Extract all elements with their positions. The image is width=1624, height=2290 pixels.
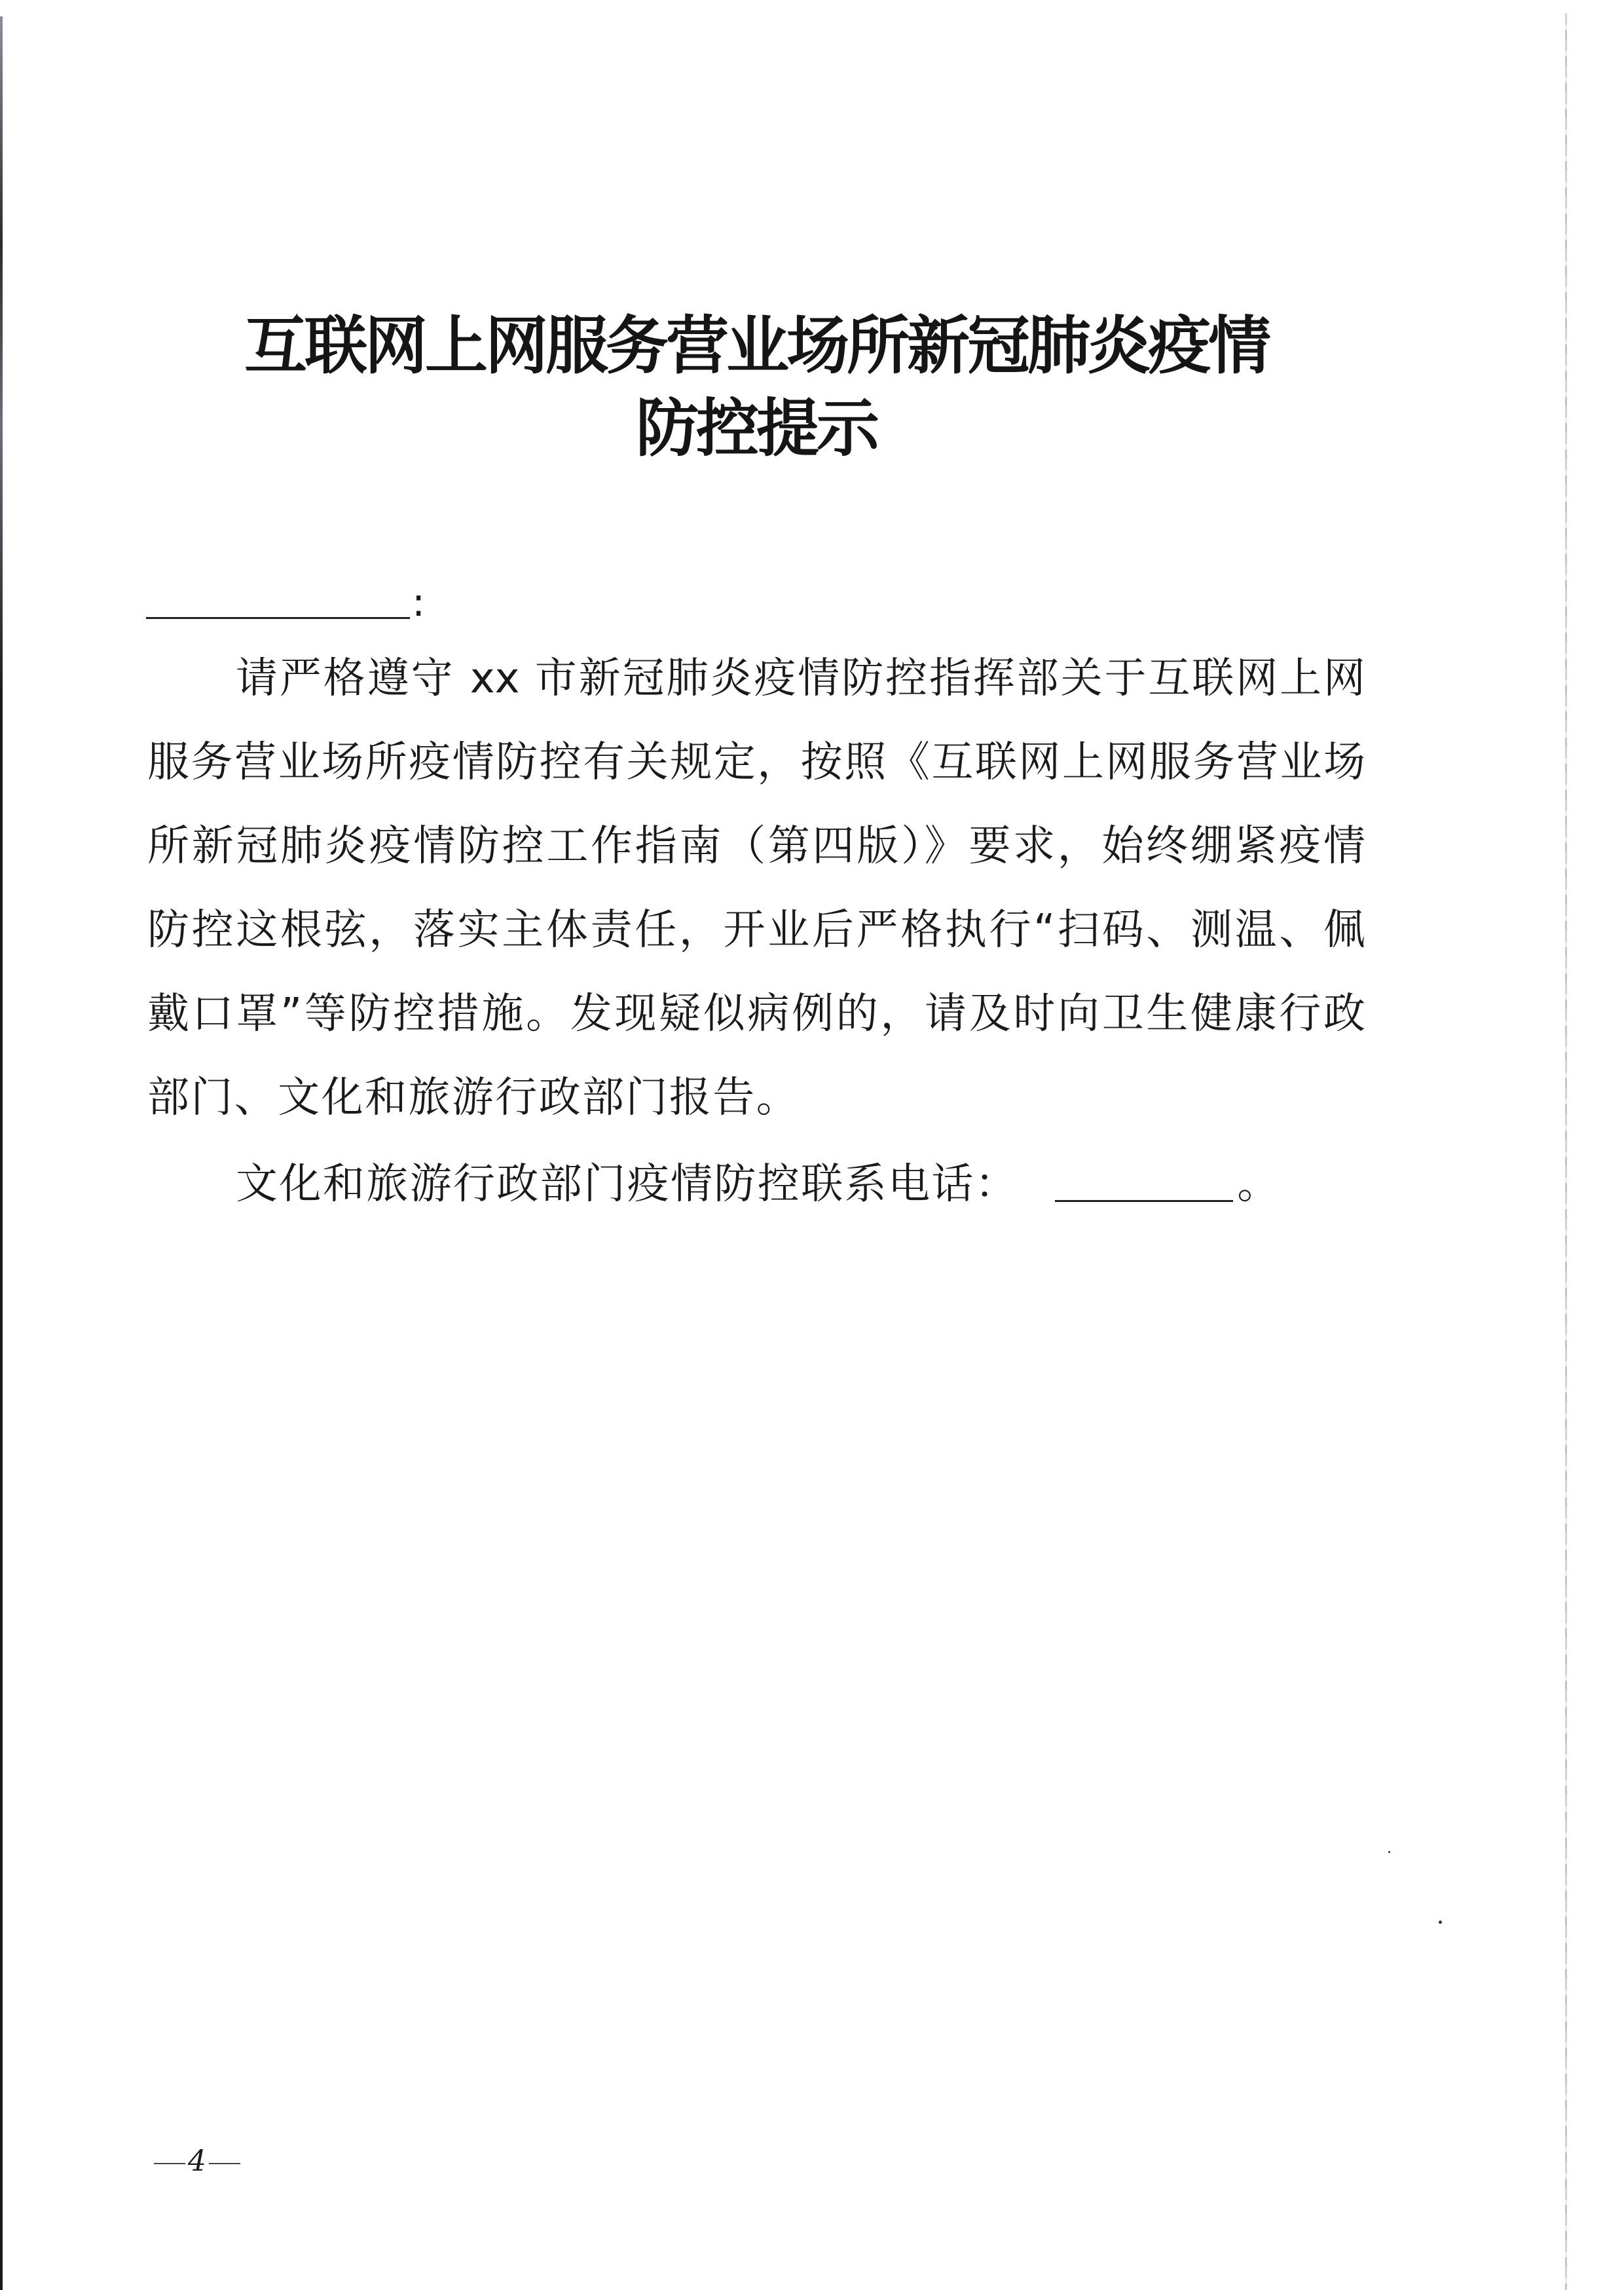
scan-speck [1439,1921,1442,1924]
recipient-blank-line [146,617,410,619]
document-title-line-2: 防控提示 [636,391,877,465]
paragraph-line-6: 部门、文化和旅游行政部门报告。 [147,1074,800,1122]
contact-phone-line [236,1158,1281,1211]
scan-edge-right [1565,13,1567,2290]
page-number [154,2142,240,2181]
page-number-value: 4 [188,2145,206,2178]
paragraph-line-1: 请严格遵守 xx 市新冠肺炎疫情防控指挥部关于互联网上网 [236,654,1365,703]
page-number-dash-right [209,2163,240,2164]
paragraph-line-2: 服务营业场所疫情防控有关规定，按照《互联网上网服务营业场 [147,738,1365,787]
paragraph-line-3: 所新冠肺炎疫情防控工作指南（第四版）》要求，始终绷紧疫情 [147,822,1365,871]
document-title-line-1: 互联网上网服务营业场所新冠肺炎疫情 [244,309,1268,383]
paragraph-line-4: 防控这根弦，落实主体责任，开业后严格执行“扫码、测温、佩 [147,906,1365,954]
paragraph-line-5: 戴口罩”等防控措施。发现疑似病例的，请及时向卫生健康行政 [147,990,1365,1038]
phone-blank-line [1055,1200,1233,1202]
contact-label: 文化和旅游行政部门疫情防控联系电话： [236,1160,1019,1209]
salutation-colon: : [412,580,426,626]
contact-end-mark: 。 [1237,1160,1281,1209]
page-number-dash-left [154,2163,185,2164]
scan-speck [1388,1851,1390,1853]
